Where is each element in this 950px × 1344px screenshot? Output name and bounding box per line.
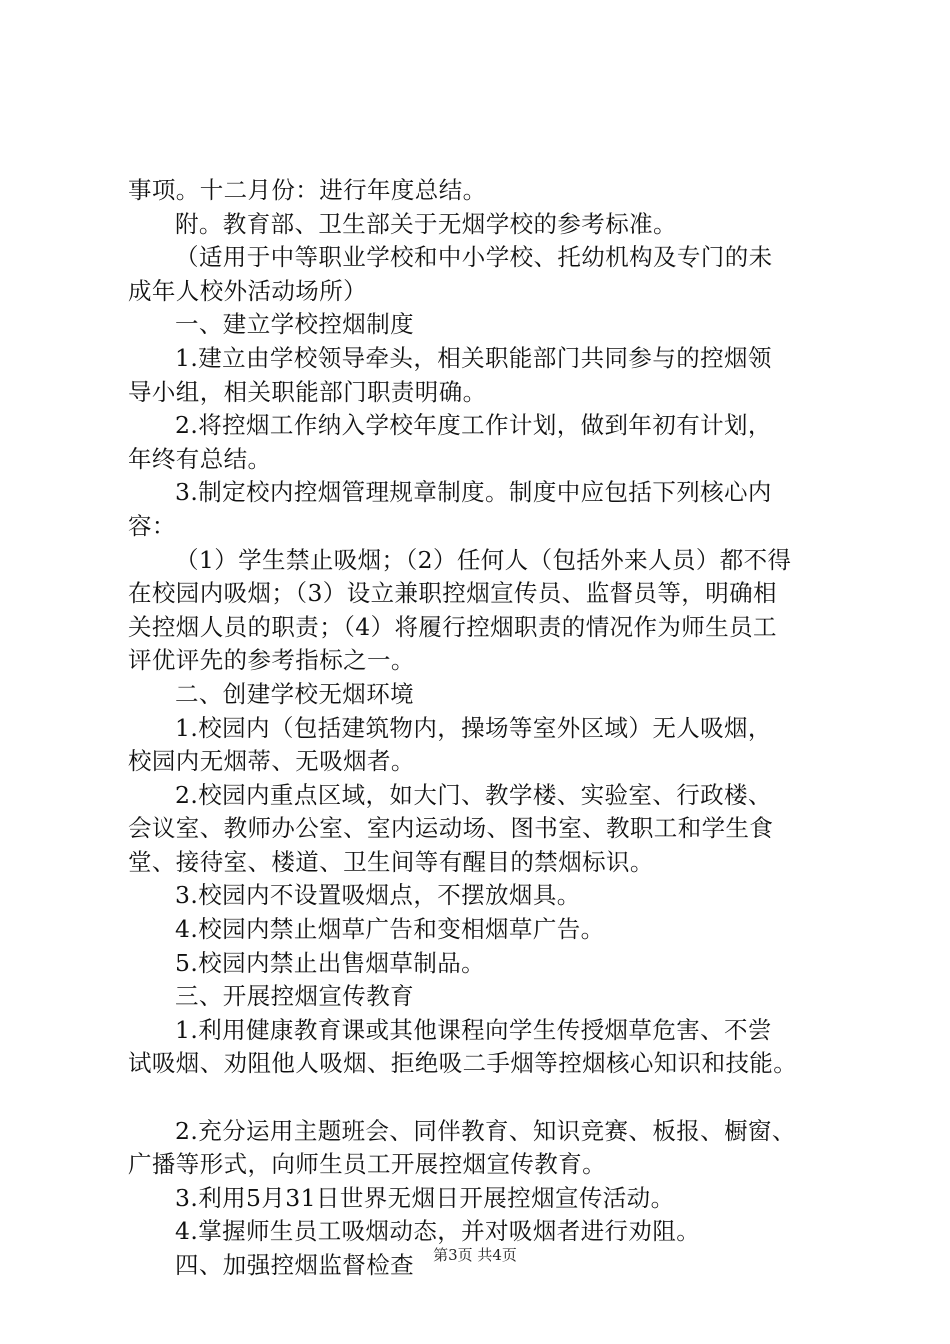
text-line: 关控烟人员的职责；（4）将履行控烟职责的情况作为师生员工 (128, 612, 777, 641)
text-line: 成年人校外活动场所） (128, 276, 367, 305)
text-line: 1.建立由学校领导牵头，相关职能部门共同参与的控烟领 (175, 343, 772, 372)
text-line: 在校园内吸烟；（3）设立兼职控烟宣传员、监督员等，明确相 (128, 579, 777, 608)
text-line: 2.充分运用主题班会、同伴教育、知识竞赛、板报、橱窗、 (175, 1116, 796, 1145)
text-line: 2.校园内重点区域，如大门、教学楼、实验室、行政楼、 (175, 780, 772, 809)
text-line: 3.制定校内控烟管理规章制度。制度中应包括下列核心内 (175, 478, 772, 507)
text-line: 容： (128, 511, 176, 540)
text-line: 评优评先的参考指标之一。 (128, 646, 415, 675)
text-line: 4.掌握师生员工吸烟动态，并对吸烟者进行劝阻。 (175, 1217, 701, 1246)
section-heading: 三、开展控烟宣传教育 (175, 982, 414, 1011)
text-line: （1）学生禁止吸烟；（2）任何人（包括外来人员）都不得 (175, 545, 792, 574)
text-line: 2.将控烟工作纳入学校年度工作计划，做到年初有计划， (175, 411, 772, 440)
text-line: 会议室、教师办公室、室内运动场、图书室、教职工和学生食 (128, 814, 774, 843)
blank-line (128, 1081, 828, 1115)
text-line: 3.利用5月31日世界无烟日开展控烟宣传活动。 (175, 1183, 675, 1212)
section-heading: 四、加强控烟监督检查 (175, 1251, 414, 1279)
text-line: 校园内无烟蒂、无吸烟者。 (128, 747, 415, 776)
text-line: 导小组，相关职能部门职责明确。 (128, 377, 487, 406)
text-line: 试吸烟、劝阻他人吸烟、拒绝吸二手烟等控烟核心知识和技能。 (128, 1049, 798, 1078)
text-line: 5.校园内禁止出售烟草制品。 (175, 948, 486, 977)
text-line: 附。教育部、卫生部关于无烟学校的参考标准。 (175, 209, 677, 238)
text-line: 1.校园内（包括建筑物内，操场等室外区域）无人吸烟， (175, 713, 772, 742)
text-line: 1.利用健康教育课或其他课程向学生传授烟草危害、不尝 (175, 1015, 772, 1044)
text-line: 3.校园内不设置吸烟点，不摆放烟具。 (175, 881, 581, 910)
text-line: 堂、接待室、楼道、卫生间等有醒目的禁烟标识。 (128, 847, 654, 876)
section-heading: 一、建立学校控烟制度 (175, 310, 414, 339)
text-line: 年终有总结。 (128, 444, 272, 473)
section-heading: 二、创建学校无烟环境 (175, 679, 414, 708)
text-line: 4.校园内禁止烟草广告和变相烟草广告。 (175, 915, 605, 944)
text-line: （适用于中等职业学校和中小学校、托幼机构及专门的未 (175, 243, 773, 272)
page-number-footer: 第3页 共4页 (433, 1246, 517, 1264)
text-line: 广播等形式，向师生员工开展控烟宣传教育。 (128, 1150, 606, 1179)
text-line: 事项。十二月份：进行年度总结。 (128, 176, 487, 204)
document-body (128, 174, 828, 1283)
